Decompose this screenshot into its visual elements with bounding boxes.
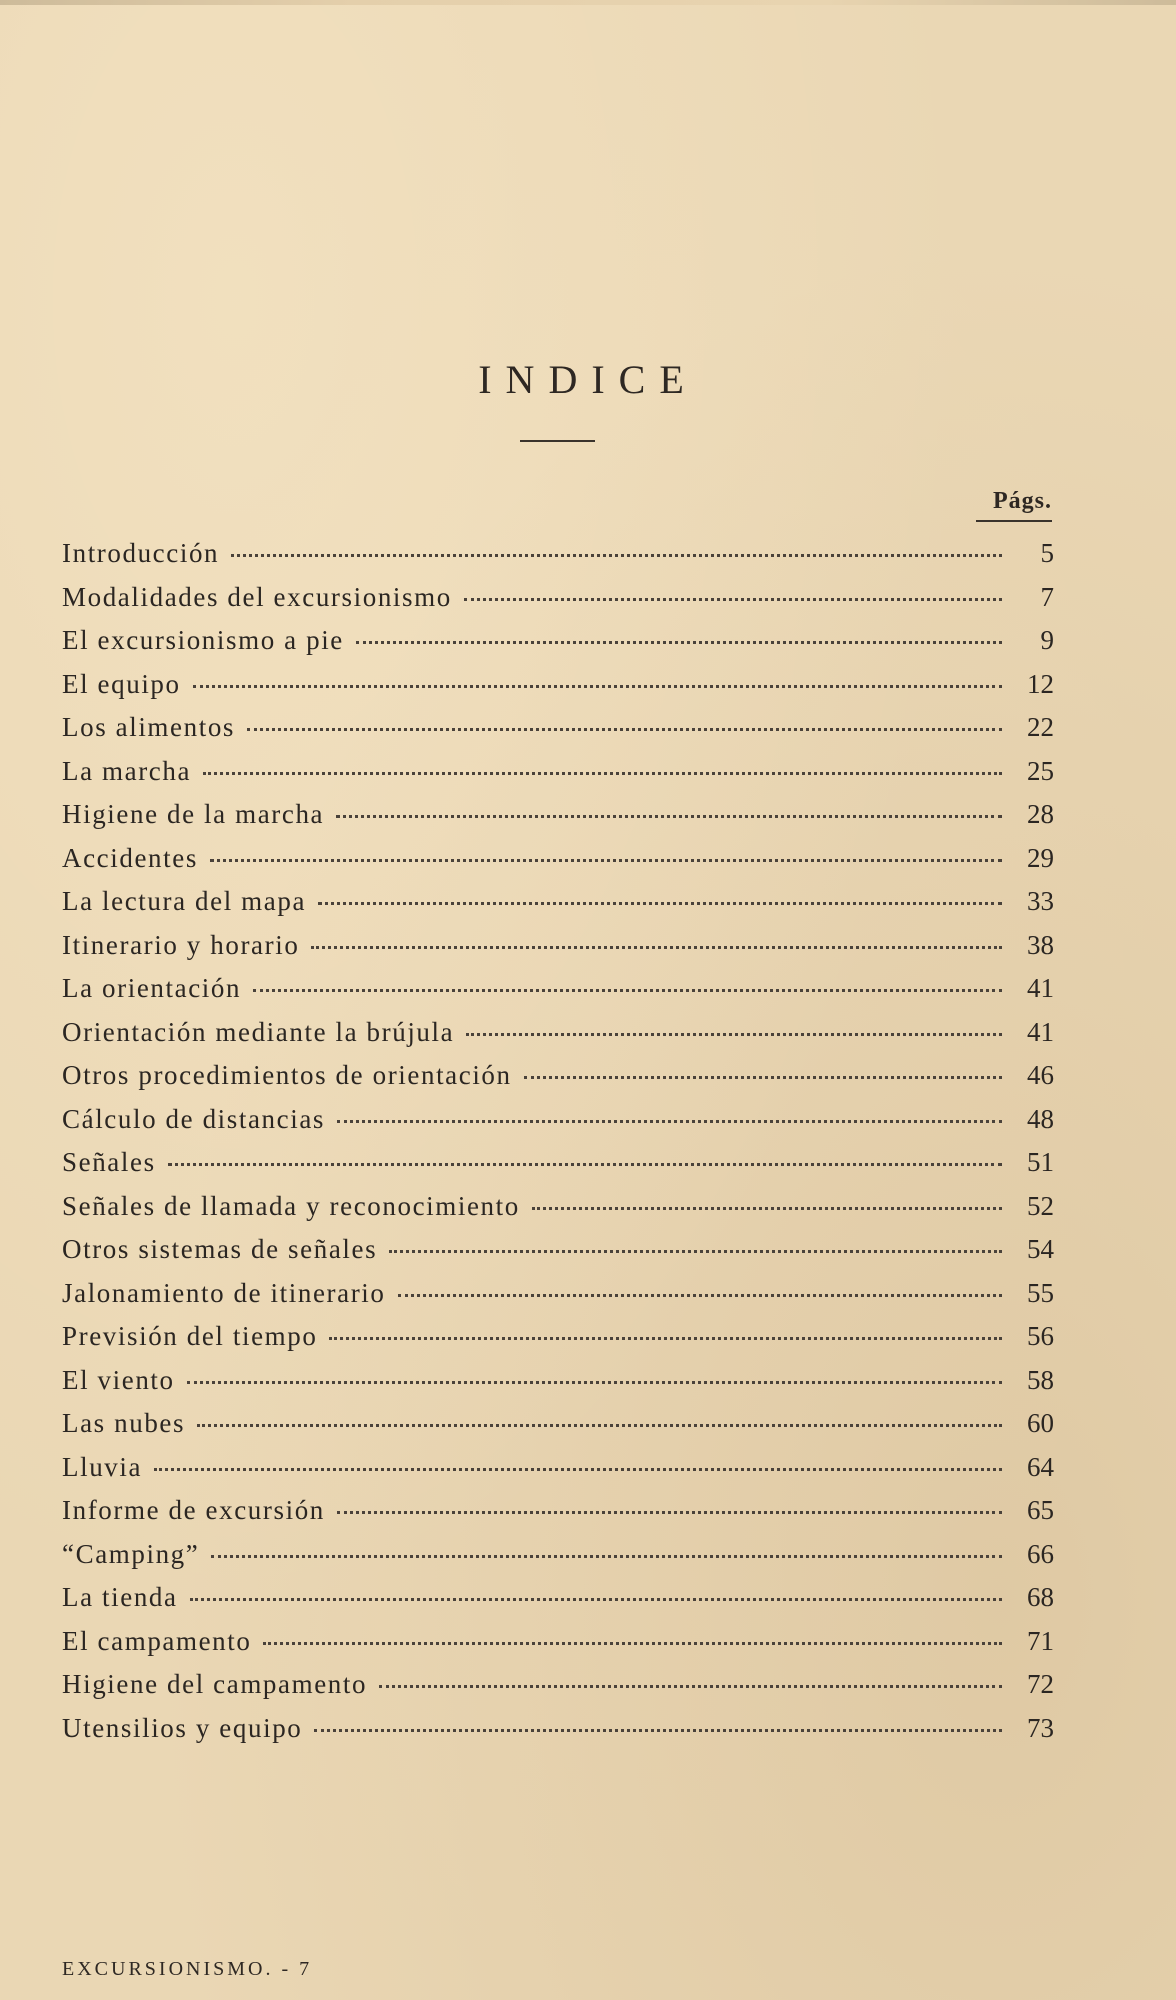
toc-entry xyxy=(62,1669,1054,1713)
toc-entry-title: Higiene de la marcha xyxy=(62,799,325,829)
dot-leader xyxy=(263,1642,1002,1645)
toc-entry-page-number: 9 xyxy=(1040,625,1054,655)
toc-entry-title: Los alimentos xyxy=(62,712,236,742)
toc-entry-title: El equipo xyxy=(62,668,181,699)
dot-leader xyxy=(211,1555,1002,1558)
page-top-edge xyxy=(0,0,1176,5)
toc-entry-page-number: 28 xyxy=(1027,799,1054,829)
toc-entry-title: Jalonamiento de itinerario xyxy=(62,1277,386,1308)
toc-entry-title: Accidentes xyxy=(62,842,198,873)
toc-entry xyxy=(62,669,1054,713)
toc-entry-page-number: 12 xyxy=(1027,668,1054,699)
toc-entry-page-number: 46 xyxy=(1027,1060,1054,1090)
toc-entry xyxy=(62,625,1054,669)
toc-entry-page-number: 29 xyxy=(1027,842,1054,873)
toc-entry-title: El viento xyxy=(62,1364,175,1395)
toc-entry xyxy=(62,973,1054,1017)
toc-entry-page-number: 58 xyxy=(1027,1364,1054,1395)
toc-entry xyxy=(62,1452,1054,1496)
toc-entry xyxy=(62,1234,1054,1278)
toc-entry-title: Itinerario y horario xyxy=(62,929,300,960)
dot-leader xyxy=(314,1729,1002,1732)
dot-leader xyxy=(210,859,1002,862)
toc-entry-page-number: 25 xyxy=(1027,755,1054,786)
toc-entry xyxy=(62,1408,1054,1452)
dot-leader xyxy=(231,554,1002,557)
dot-leader xyxy=(311,946,1002,949)
toc-entry xyxy=(62,1365,1054,1409)
toc-entry xyxy=(62,538,1054,582)
dot-leader xyxy=(337,1120,1002,1123)
toc-entry-title: Introducción xyxy=(62,538,220,568)
toc-entry-page-number: 38 xyxy=(1027,929,1054,960)
toc-entry xyxy=(62,1017,1054,1061)
toc-entry-page-number: 22 xyxy=(1027,712,1054,742)
toc-entry xyxy=(62,1713,1054,1757)
dot-leader xyxy=(336,815,1002,818)
toc-entry-title: Cálculo de distancias xyxy=(62,1103,326,1134)
toc-entry xyxy=(62,1060,1054,1104)
toc-entry xyxy=(62,886,1054,930)
toc-entry-title: Orientación mediante la brújula xyxy=(62,1016,455,1047)
toc-entry-title: Señales de llamada y reconocimiento xyxy=(62,1190,520,1221)
toc-entry-page-number: 64 xyxy=(1027,1451,1054,1482)
toc-entry-title: Lluvia xyxy=(62,1451,143,1482)
toc-entry-page-number: 5 xyxy=(1040,538,1054,568)
toc-entry-title: Modalidades del excursionismo xyxy=(62,581,452,612)
toc-entry xyxy=(62,1278,1054,1322)
toc-entry-page-number: 7 xyxy=(1040,581,1054,612)
toc-entry-page-number: 71 xyxy=(1027,1625,1054,1656)
page-title: INDICE xyxy=(478,357,698,402)
table-of-contents xyxy=(62,538,1054,1756)
dot-leader xyxy=(398,1294,1002,1297)
toc-entry-page-number: 66 xyxy=(1027,1538,1054,1569)
toc-entry xyxy=(62,843,1054,887)
dot-leader xyxy=(203,772,1002,775)
toc-entry-page-number: 54 xyxy=(1027,1234,1054,1264)
dot-leader xyxy=(154,1468,1002,1471)
toc-entry-page-number: 41 xyxy=(1027,973,1054,1003)
title-rule xyxy=(520,440,595,442)
dot-leader xyxy=(356,641,1002,644)
dot-leader xyxy=(379,1685,1002,1688)
toc-entry xyxy=(62,799,1054,843)
toc-entry-page-number: 33 xyxy=(1027,886,1054,916)
toc-entry-page-number: 72 xyxy=(1027,1669,1054,1699)
toc-entry-page-number: 52 xyxy=(1027,1190,1054,1221)
toc-entry xyxy=(62,1104,1054,1148)
dot-leader xyxy=(247,728,1002,731)
dot-leader xyxy=(190,1598,1002,1601)
toc-entry-title: El campamento xyxy=(62,1625,252,1656)
pages-header-rule xyxy=(976,520,1052,522)
toc-entry-page-number: 48 xyxy=(1027,1103,1054,1134)
toc-entry xyxy=(62,1626,1054,1670)
toc-entry-page-number: 41 xyxy=(1027,1016,1054,1047)
toc-entry-title: La lectura del mapa xyxy=(62,886,307,916)
toc-entry xyxy=(62,930,1054,974)
toc-entry-title: Utensilios y equipo xyxy=(62,1712,303,1743)
dot-leader xyxy=(168,1163,1002,1166)
toc-entry-page-number: 55 xyxy=(1027,1277,1054,1308)
toc-entry-title: La tienda xyxy=(62,1582,178,1612)
toc-entry-page-number: 65 xyxy=(1027,1495,1054,1525)
toc-entry-title: Informe de excursión xyxy=(62,1495,325,1525)
toc-entry xyxy=(62,1191,1054,1235)
toc-entry-page-number: 68 xyxy=(1027,1582,1054,1612)
dot-leader xyxy=(318,902,1002,905)
toc-entry-title: Señales xyxy=(62,1147,156,1177)
dot-leader xyxy=(197,1424,1002,1427)
toc-entry-page-number: 56 xyxy=(1027,1321,1054,1351)
toc-entry xyxy=(62,582,1054,626)
dot-leader xyxy=(337,1511,1002,1514)
page-footer: EXCURSIONISMO. - 7 xyxy=(62,1958,313,1980)
pages-column-header: Págs. xyxy=(993,488,1052,514)
toc-entry xyxy=(62,1495,1054,1539)
toc-entry-page-number: 51 xyxy=(1027,1147,1054,1177)
toc-entry xyxy=(62,1582,1054,1626)
dot-leader xyxy=(253,989,1002,992)
dot-leader xyxy=(187,1381,1002,1384)
dot-leader xyxy=(464,598,1002,601)
dot-leader xyxy=(389,1250,1002,1253)
toc-entry-title: Otros sistemas de señales xyxy=(62,1234,378,1264)
toc-entry-title: La orientación xyxy=(62,973,242,1003)
toc-entry xyxy=(62,756,1054,800)
toc-entry-page-number: 60 xyxy=(1027,1408,1054,1438)
toc-entry-title: Otros procedimientos de orientación xyxy=(62,1060,512,1090)
dot-leader xyxy=(532,1207,1002,1210)
dot-leader xyxy=(466,1033,1002,1036)
toc-entry-title: Higiene del campamento xyxy=(62,1669,368,1699)
toc-entry-title: “Camping” xyxy=(62,1538,200,1569)
toc-entry xyxy=(62,712,1054,756)
toc-entry-page-number: 73 xyxy=(1027,1712,1054,1743)
toc-entry xyxy=(62,1147,1054,1191)
dot-leader xyxy=(193,685,1002,688)
toc-entry xyxy=(62,1539,1054,1583)
toc-entry-title: El excursionismo a pie xyxy=(62,625,344,655)
toc-entry-title: Previsión del tiempo xyxy=(62,1321,318,1351)
toc-entry-title: Las nubes xyxy=(62,1408,186,1438)
toc-entry xyxy=(62,1321,1054,1365)
dot-leader xyxy=(329,1337,1002,1340)
dot-leader xyxy=(524,1076,1002,1079)
toc-entry-title: La marcha xyxy=(62,755,192,786)
